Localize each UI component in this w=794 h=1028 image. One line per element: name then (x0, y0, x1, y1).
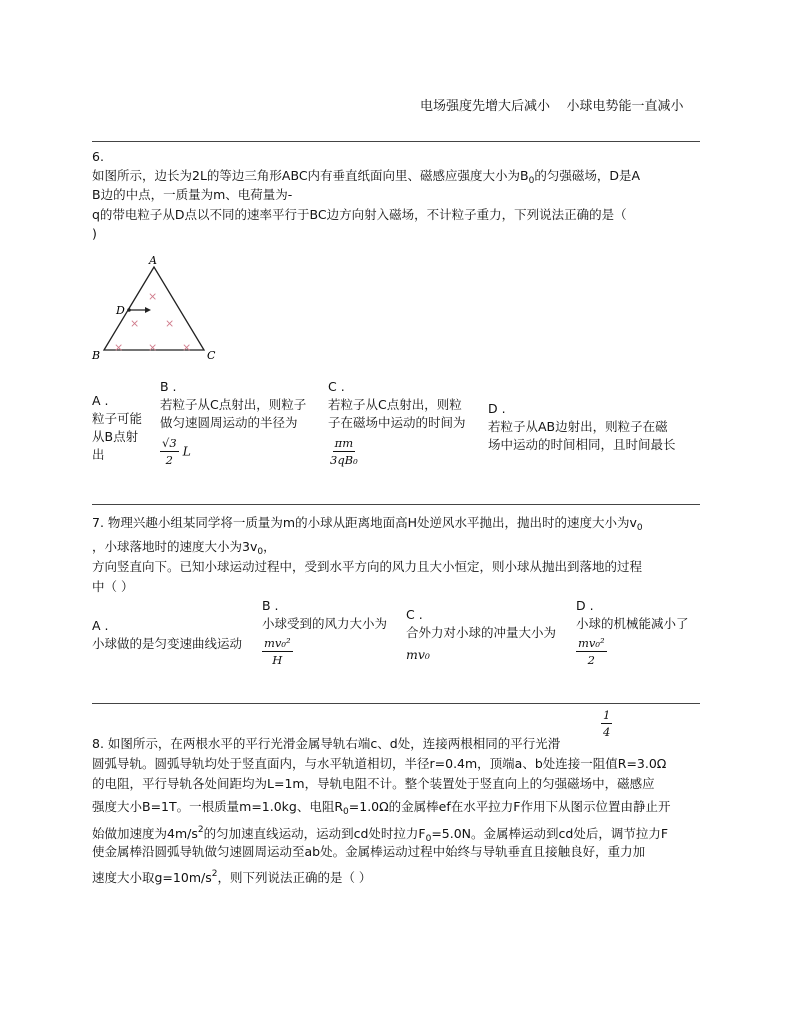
label-point-d: D (116, 304, 125, 317)
q7-option-d[interactable] (576, 597, 689, 667)
q6-option-a-line2: 从B点射 (92, 429, 139, 444)
field-cross-icon: × (182, 341, 192, 354)
q6-line3: q的带电粒子从D点以不同的速率平行于BC边方向射入磁场，不计粒子重力，下列说法正确的是（ (92, 207, 627, 222)
q6-option-c-line2: 子在磁场中运动的时间为 (328, 415, 466, 430)
q6-option-b-line1: 若粒子从C点射出，则粒子 (160, 397, 307, 412)
q7-option-a-text: 小球做的是匀变速曲线运动 (92, 636, 243, 651)
q7-option-a[interactable] (92, 617, 242, 653)
q7-option-c-label: C . (406, 607, 423, 622)
q7-option-b[interactable] (262, 597, 387, 667)
q6-option-b[interactable] (160, 378, 306, 467)
field-cross-icon: × (114, 341, 124, 354)
q7-option-b-label: B . (262, 598, 279, 613)
q7-option-b-text: 小球受到的风力大小为 (262, 616, 388, 631)
q7-option-d-label: D . (576, 598, 594, 613)
divider-top (92, 141, 700, 142)
label-vertex-b: B (92, 349, 101, 362)
q6-option-b-tail: L (182, 443, 191, 459)
q8-line7: 速度大小取$g=10m/s^2$，则下列说法正确的是（ ） (92, 869, 372, 885)
field-cross-icon: × (148, 341, 158, 354)
q7-line3: 方向竖直向下。已知小球运动过程中，受到水平方向的风力且大小恒定，则小球从抛出到落地的过程 (92, 559, 643, 574)
q8-line3: 的电阻，平行导轨各处间距均为L=1m，导轨电阻不计。整个装置处于竖直向上的匀强磁场中，磁感应 (92, 776, 655, 791)
q7-option-d-fraction: $\frac{\text{mv₀²}}{2}$ (578, 636, 605, 667)
q7-option-b-fraction: $\frac{\text{mv₀²}}{H}$ (264, 636, 291, 667)
q7-option-d-text: 小球的机械能减小了 (576, 616, 689, 631)
q8-line4: 强度大小B=1T。一根质量m=1.0kg、电阻$R_0=1.0\Omega$的金属棒ef在水平拉力F作用下从图示位置由静止开 (92, 799, 671, 817)
q7-option-a-label: A . (92, 618, 109, 633)
q8-line5: 始做加速度为$4m/s^2$的匀加速直线运动，运动到cd处时拉力$F_0=5.0N$。金属棒运动到cd处后，调节拉力F (92, 825, 669, 844)
q6-option-c[interactable] (328, 378, 466, 467)
q7-option-c[interactable] (406, 606, 556, 664)
q7-line4: 中（ ） (92, 579, 134, 594)
header-answer-text: 电场强度先增大后减小 小球电势能一直减小 (420, 99, 684, 114)
q6-option-d[interactable] (488, 400, 676, 454)
label-vertex-c: C (207, 349, 216, 362)
q8-line6: 使金属棒沿圆弧导轨做匀速圆周运动至ab处。金属棒运动过程中始终与导轨垂直且接触良好，重力加 (92, 844, 646, 859)
q6-option-c-label: C . (328, 379, 345, 394)
q6-option-c-fraction: $\frac{\pi m}{\text{3qB₀}}$ (330, 436, 358, 467)
q6-option-b-fraction: $\frac{√3}{2}$ (162, 436, 177, 467)
q6-option-d-label: D . (488, 401, 506, 416)
field-cross-icon: × (130, 317, 140, 330)
q7-line1: 7. 物理兴趣小组某同学将一质量为m的小球从距离地面高H处逆风水平抛出，抛出时的速度大小为$v_0$ (92, 515, 643, 533)
divider-q6-q7 (92, 504, 700, 505)
divider-q7-q8 (92, 703, 700, 704)
q8-line2: 圆弧导轨。圆弧导轨均处于竖直面内，与水平轨道相切，半径r=0.4m，顶端a、b处连接一阻值R=3.0Ω (92, 756, 667, 771)
q6-option-a-label: A . (92, 393, 109, 408)
q6-triangle-figure (90, 255, 225, 365)
q7-option-c-expr: mv₀ (406, 647, 430, 662)
q6-number: 6. (92, 149, 104, 164)
q6-option-d-line2: 场中运动的时间相同，且时间最长 (488, 437, 676, 452)
q8-quarter-fraction: $\frac{1}{4}$ (603, 708, 611, 739)
q6-option-b-label: B . (160, 379, 177, 394)
q8-line1: 8. 如图所示，在两根水平的平行光滑金属导轨右端c、d处，连接两根相同的平行光滑 (92, 736, 561, 751)
q6-line2: B边的中点，一质量为m、电荷量为- (92, 187, 293, 202)
q6-option-d-line1: 若粒子从AB边射出，则粒子在磁 (488, 419, 668, 434)
q6-option-c-line1: 若粒子从C点射出，则粒 (328, 397, 462, 412)
q6-option-a-line3: 出 (92, 447, 105, 462)
q6-line4: ) (92, 226, 97, 241)
velocity-arrowhead (145, 307, 151, 313)
q6-option-b-line2: 做匀速圆周运动的半径为 (160, 415, 298, 430)
field-cross-icon: × (148, 290, 158, 303)
q6-line1: 如图所示，边长为2L的等边三角形ABC内有垂直纸面向里、磁感应强度大小为$B_0$的匀强磁场，D是A (92, 168, 641, 186)
field-cross-icon: × (165, 317, 175, 330)
q6-option-a[interactable] (92, 392, 142, 464)
q7-option-c-text: 合外力对小球的冲量大小为 (406, 625, 557, 640)
q7-line2: ，小球落地时的速度大小为$3v_0$， (92, 539, 276, 557)
label-vertex-a: A (149, 255, 157, 267)
q6-option-a-line1: 粒子可能 (92, 411, 143, 426)
